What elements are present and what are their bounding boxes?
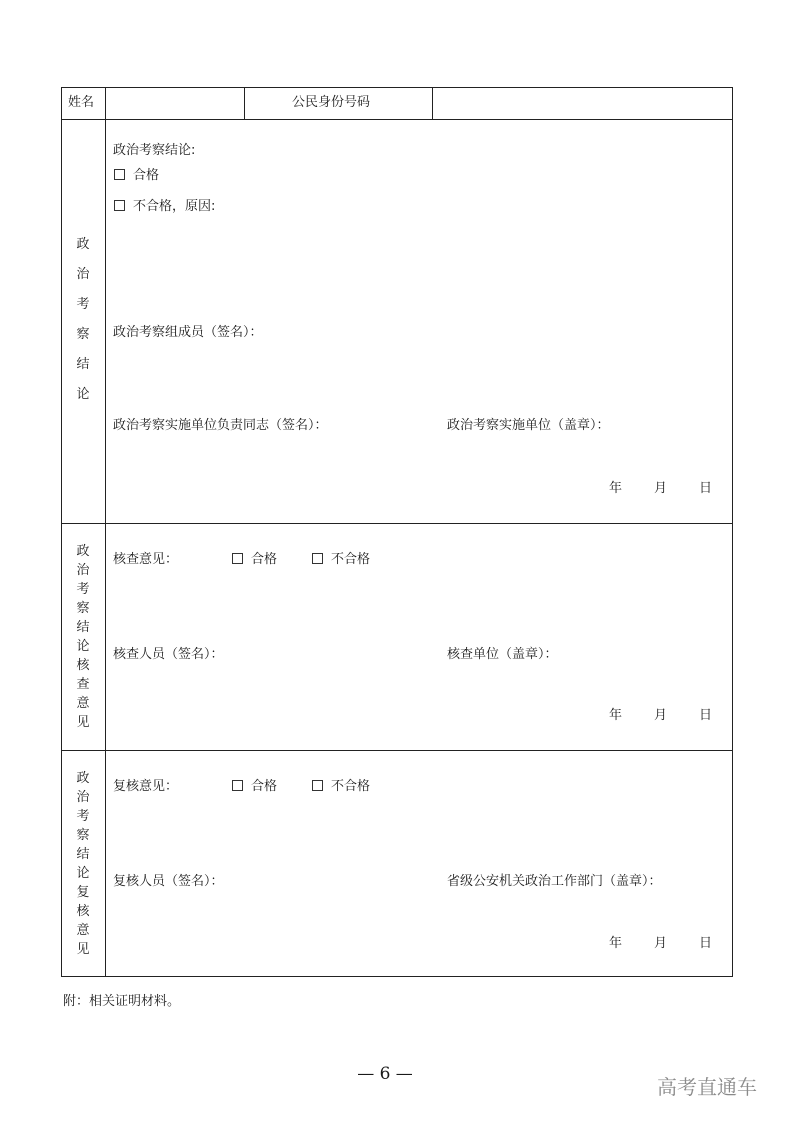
implementing-unit-seal-label: 政治考察实施单位（盖章）： (447, 418, 610, 433)
row-divider-header (62, 119, 732, 120)
watermark-text: 高考直通车 (657, 1075, 757, 1099)
checkbox-icon[interactable] (232, 780, 243, 791)
id-number-field[interactable] (433, 88, 732, 119)
column-divider-name-value (244, 88, 245, 119)
date-year: 年 (609, 936, 623, 951)
name-field[interactable] (106, 88, 244, 119)
review-members-signature-label: 政治考察组成员（签名）： (113, 325, 263, 340)
review-opinion-label: 核查意见： (113, 552, 179, 567)
page-number: — 6 — (357, 1064, 413, 1084)
conclusion-pass-option[interactable]: 合格 (114, 168, 159, 184)
attachment-note: 附：相关证明材料。 (63, 994, 181, 1009)
review-pass-option[interactable]: 合格 (232, 552, 277, 568)
date-day: 日 (699, 936, 713, 951)
checkbox-icon[interactable] (312, 553, 323, 564)
recheck-opinion-label: 复核意见： (113, 779, 179, 794)
conclusion-fail-option[interactable]: 不合格，原因: (114, 199, 215, 215)
recheck-side-label: 政 治 考 察 结 论 复 核 意 见 (76, 771, 90, 957)
column-divider-label (105, 88, 106, 976)
date-month: 月 (654, 936, 668, 951)
date-year: 年 (609, 481, 623, 496)
recheck-fail-option[interactable]: 不合格 (312, 779, 370, 795)
review-side-label: 政 治 考 察 结 论 核 查 意 见 (76, 544, 90, 730)
row-divider-review (62, 750, 732, 751)
conclusion-side-label: 政 治 考 察 结 论 (76, 237, 90, 402)
date-day: 日 (699, 481, 713, 496)
review-fail-option[interactable]: 不合格 (312, 552, 370, 568)
row-divider-conclusion (62, 523, 732, 524)
date-month: 月 (654, 481, 668, 496)
date-month: 月 (654, 708, 668, 723)
political-review-form-table (61, 87, 733, 977)
checkbox-icon[interactable] (114, 200, 125, 211)
checkbox-icon[interactable] (312, 780, 323, 791)
date-day: 日 (699, 708, 713, 723)
date-year: 年 (609, 708, 623, 723)
conclusion-title: 政治考察结论: (113, 143, 196, 158)
unit-leader-signature-label: 政治考察实施单位负责同志（签名）： (113, 418, 328, 433)
recheck-pass-option[interactable]: 合格 (232, 779, 277, 795)
provincial-department-seal-label: 省级公安机关政治工作部门（盖章）： (447, 874, 662, 889)
review-unit-seal-label: 核查单位（盖章）： (447, 647, 558, 662)
review-person-signature-label: 核查人员（签名）： (113, 647, 224, 662)
name-label: 姓名 (68, 95, 95, 110)
checkbox-icon[interactable] (114, 169, 125, 180)
id-number-label: 公民身份号码 (292, 95, 371, 110)
recheck-person-signature-label: 复核人员（签名）： (113, 874, 224, 889)
checkbox-icon[interactable] (232, 553, 243, 564)
